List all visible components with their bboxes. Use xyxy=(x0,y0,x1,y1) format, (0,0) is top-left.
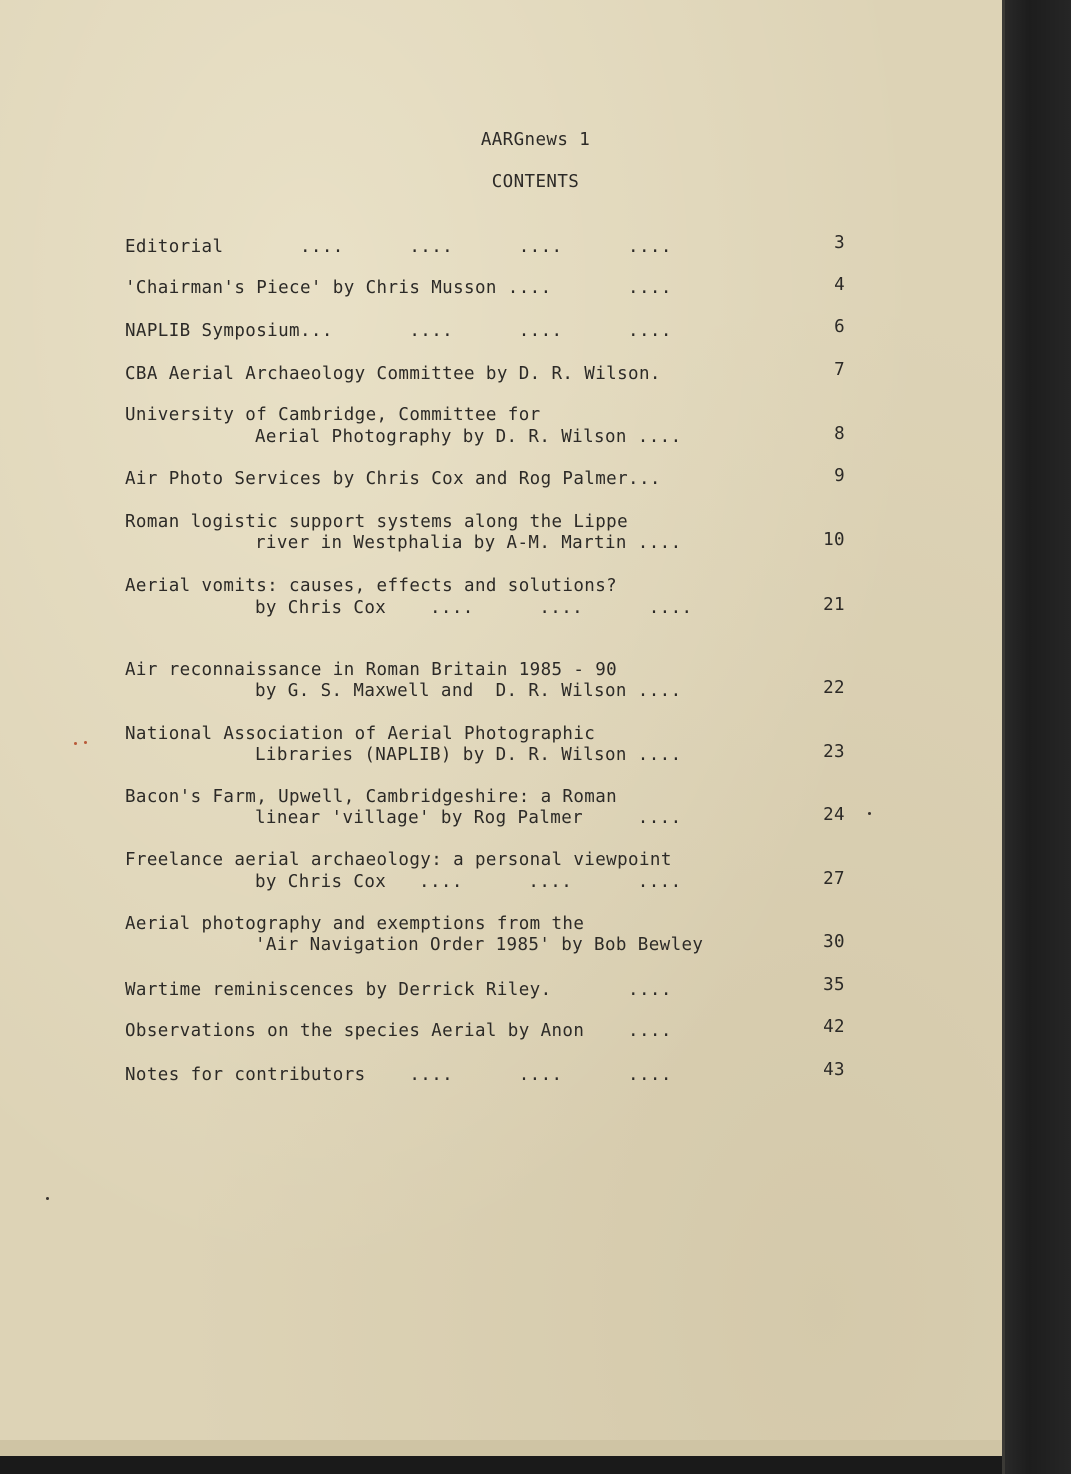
toc-entry-page: 22 xyxy=(823,678,845,698)
toc-entry-page: 10 xyxy=(823,530,845,550)
toc-entry-title: Wartime reminiscences by Derrick Riley. .... xyxy=(125,980,672,1000)
toc-entry-title: Observations on the species Aerial by Anon .... xyxy=(125,1021,672,1041)
toc-entry-subtitle: river in Westphalia by A-M. Martin .... xyxy=(255,533,682,553)
toc-entry-subtitle: Libraries (NAPLIB) by D. R. Wilson .... xyxy=(255,745,682,765)
toc-entry-page: 42 xyxy=(823,1017,845,1037)
toc-entry-subtitle: by Chris Cox .... .... .... xyxy=(255,598,693,618)
toc-entry-page: 27 xyxy=(823,869,845,889)
toc-entry-title: Air Photo Services by Chris Cox and Rog Palmer... xyxy=(125,469,661,489)
paper-speck xyxy=(84,741,87,744)
toc-entry-subtitle: Aerial Photography by D. R. Wilson .... xyxy=(255,427,682,447)
toc-entry-page: 4 xyxy=(834,275,845,295)
paper-speck xyxy=(46,1197,49,1200)
toc-entry-page: 35 xyxy=(823,975,845,995)
toc-entry-title: NAPLIB Symposium... .... .... .... xyxy=(125,321,672,341)
toc-entry-page: 23 xyxy=(823,742,845,762)
journal-title: AARGnews 1 xyxy=(480,130,591,150)
toc-entry-title: Editorial .... .... .... .... xyxy=(125,237,672,257)
toc-entry-title: Roman logistic support systems along the Lippe xyxy=(125,512,629,532)
toc-entry-title: 'Chairman's Piece' by Chris Musson .... .... xyxy=(125,278,672,298)
toc-entry-page: 8 xyxy=(834,424,845,444)
toc-entry-title: Notes for contributors .... .... .... xyxy=(125,1065,672,1085)
toc-entry-page: 21 xyxy=(823,595,845,615)
paper-speck xyxy=(74,742,77,745)
toc-entry-subtitle: by G. S. Maxwell and D. R. Wilson .... xyxy=(255,681,682,701)
toc-entry-subtitle: by Chris Cox .... .... .... xyxy=(255,872,682,892)
toc-entry-title: Bacon's Farm, Upwell, Cambridgeshire: a Roman xyxy=(125,787,618,807)
toc-entry-page: 6 xyxy=(834,317,845,337)
toc-entry-page: 30 xyxy=(823,932,845,952)
toc-entry-page: 9 xyxy=(834,466,845,486)
contents-heading: CONTENTS xyxy=(491,172,580,192)
binding-edge xyxy=(1002,0,1005,1474)
toc-entry-title: National Association of Aerial Photographic xyxy=(125,724,596,744)
toc-entry-subtitle: linear 'village' by Rog Palmer .... xyxy=(255,808,682,828)
toc-entry-page: 7 xyxy=(834,360,845,380)
toc-entry-title: Aerial photography and exemptions from the xyxy=(125,914,585,934)
toc-entry-title: Freelance aerial archaeology: a personal viewpoint xyxy=(125,850,672,870)
toc-entry-subtitle: 'Air Navigation Order 1985' by Bob Bewley xyxy=(255,935,704,955)
toc-entry-title: Aerial vomits: causes, effects and solutions? xyxy=(125,576,618,596)
toc-entry-page: 3 xyxy=(834,233,845,253)
paper-speck xyxy=(868,812,871,815)
toc-entry-title: Air reconnaissance in Roman Britain 1985 - 90 xyxy=(125,660,618,680)
page-bottom-edge xyxy=(0,1440,1030,1456)
toc-entry-page: 43 xyxy=(823,1060,845,1080)
toc-entry-title: University of Cambridge, Committee for xyxy=(125,405,541,425)
toc-entry-page: 24 xyxy=(823,805,845,825)
toc-entry-title: CBA Aerial Archaeology Committee by D. R. Wilson. xyxy=(125,364,661,384)
book-binding xyxy=(1002,0,1071,1474)
